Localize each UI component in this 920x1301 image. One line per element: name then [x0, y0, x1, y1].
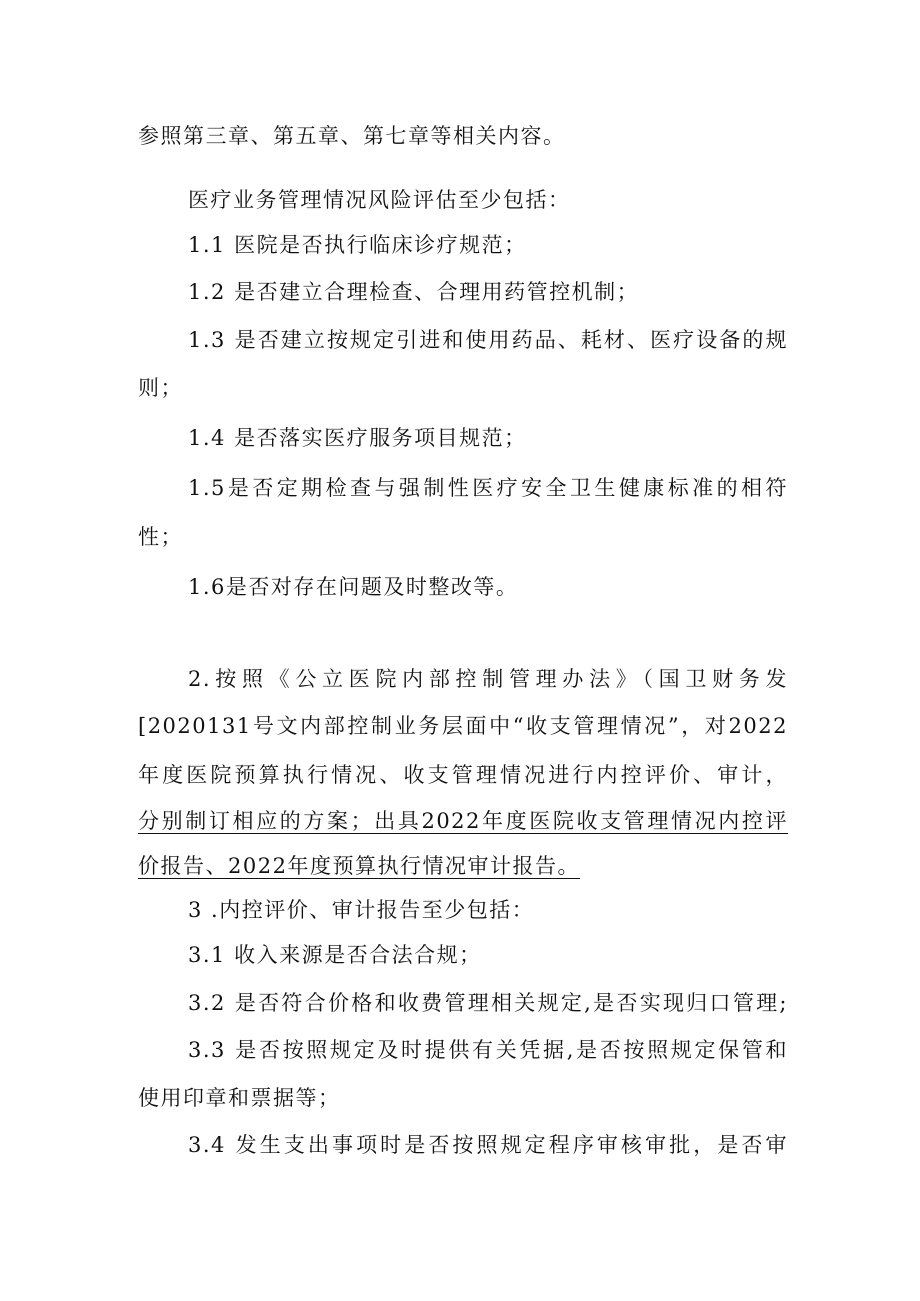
underlined-text: 价报告、2022年度预算执行情况审计报告。	[138, 854, 580, 878]
list-item: 1.6是否对存在问题及时整改等。	[188, 575, 519, 599]
list-item: 1.3 是否建立按规定引进和使用药品、耗材、医疗设备的规	[188, 328, 788, 352]
list-item: 3.4 发生支出事项时是否按照规定程序审核审批，是否审	[188, 1133, 788, 1157]
paragraph-line: 2.按照《公立医院内部控制管理办法》（国卫财务发	[188, 667, 788, 691]
list-item-continuation: 则；	[138, 376, 183, 400]
section-heading: 医疗业务管理情况风险评估至少包括：	[188, 188, 571, 212]
underlined-text: 分别制订相应的方案；出具2022年度医院收支管理情况内控评	[138, 809, 788, 833]
list-item-continuation: 性；	[138, 525, 183, 549]
paragraph-line: 年度医院预算执行情况、收支管理情况进行内控评价、审计，	[138, 763, 788, 787]
list-item-continuation: 使用印章和票据等；	[138, 1086, 341, 1110]
list-item: 3.2 是否符合价格和收费管理相关规定,是否实现归口管理;	[188, 991, 788, 1015]
section-heading: 3 .内控评价、审计报告至少包括：	[188, 898, 535, 922]
list-item: 3.1 收入来源是否合法合规；	[188, 943, 482, 967]
list-item: 1.2 是否建立合理检查、合理用药管控机制；	[188, 280, 640, 304]
list-item: 1.1 医院是否执行临床诊疗规范；	[188, 233, 527, 257]
paragraph-line: 参照第三章、第五章、第七章等相关内容。	[138, 124, 566, 148]
paragraph-line: [2020131号文内部控制业务层面中“收支管理情况”，对2022	[138, 714, 788, 738]
paragraph-line-underlined	[138, 806, 788, 836]
list-item: 1.5是否定期检查与强制性医疗安全卫生健康标准的相符	[188, 476, 788, 500]
list-item: 3.3 是否按照规定及时提供有关凭据,是否按照规定保管和	[188, 1038, 788, 1062]
paragraph-line-underlined	[138, 851, 788, 881]
list-item: 1.4 是否落实医疗服务项目规范；	[188, 426, 527, 450]
